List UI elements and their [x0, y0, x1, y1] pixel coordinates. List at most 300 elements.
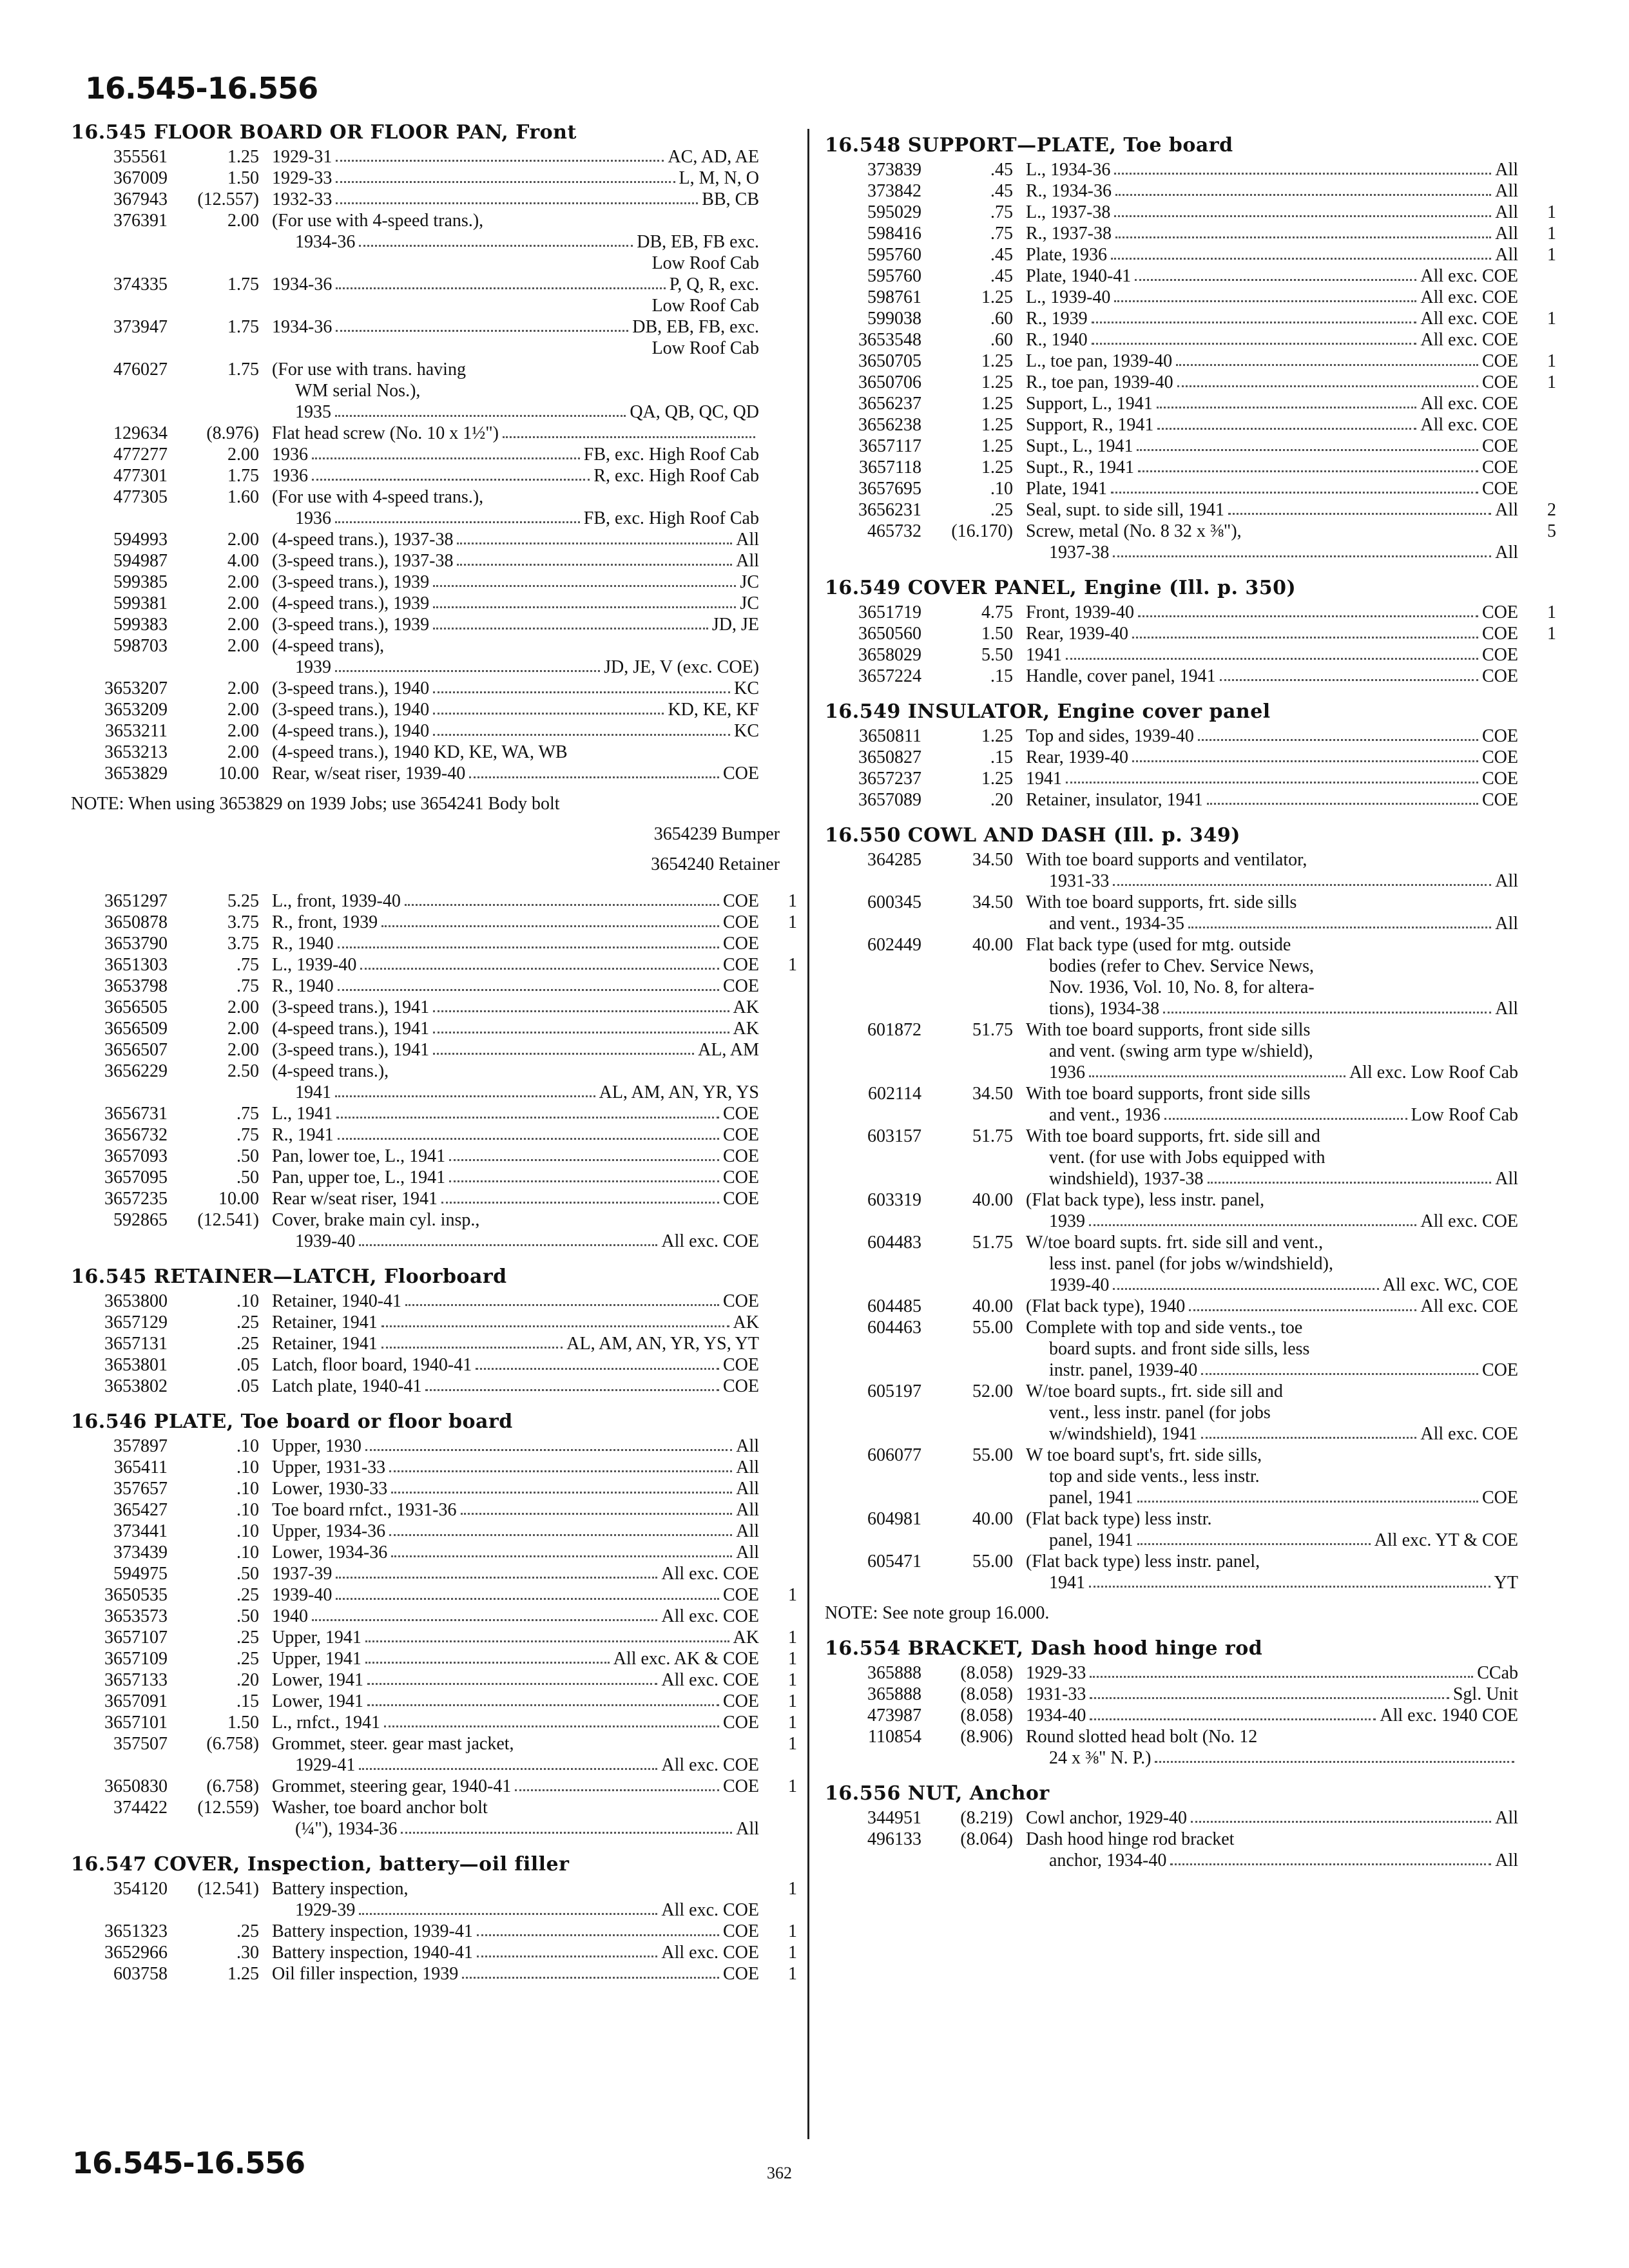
list-item [71, 1669, 805, 1691]
description-line [1026, 372, 1518, 393]
applicability: COE [723, 1189, 759, 1209]
description [1026, 308, 1518, 329]
leader-dots [1137, 1487, 1478, 1503]
quantity: 1 [1547, 372, 1556, 392]
description-text: Retainer, 1941 [272, 1334, 378, 1354]
description-text: (4-speed trans.), 1937-38 [272, 530, 454, 550]
list-item [71, 1209, 805, 1252]
description-text: Flat back type (used for mtg. outside [1026, 935, 1291, 955]
description-text: 1939-40 [295, 1231, 356, 1251]
part-number: 604485 [867, 1296, 921, 1316]
description-text: 1937-39 [272, 1564, 333, 1584]
leader-dots [338, 933, 719, 948]
description-line [1026, 244, 1518, 265]
part-number: 3657089 [858, 790, 921, 810]
list-item [825, 1189, 1565, 1232]
list-item [71, 1188, 805, 1209]
description-text: (For use with trans. having [272, 360, 466, 380]
description-text: Rear, 1939-40 [1026, 747, 1129, 767]
description-text: and vent., 1936 [1049, 1105, 1161, 1125]
leader-dots [433, 1039, 694, 1055]
section-title: 16.547 COVER, Inspection, battery—oil filler [71, 1853, 570, 1876]
description-line [272, 529, 759, 550]
part-number: 3650878 [104, 912, 168, 932]
price: 1.50 [227, 168, 259, 188]
section-title: 16.545 RETAINER—LATCH, Floorboard [71, 1265, 507, 1288]
list-item [825, 244, 1565, 265]
description-line [1026, 1360, 1518, 1381]
applicability: All exc. Low Roof Cab [1349, 1062, 1518, 1082]
description [272, 316, 759, 359]
leader-dots [359, 231, 633, 247]
list-item [71, 1521, 805, 1542]
price: .15 [990, 666, 1013, 686]
description-text: (3-speed trans.), 1940 [272, 678, 430, 698]
description-text: Washer, toe board anchor bolt [272, 1798, 488, 1818]
leader-dots [367, 1691, 719, 1706]
description-text: L., 1939-40 [272, 955, 357, 975]
part-number: 367943 [113, 189, 168, 209]
description-line [272, 1942, 759, 1963]
description-line [272, 912, 759, 933]
leader-dots [1115, 223, 1491, 238]
description-line [1026, 1211, 1518, 1232]
section-title: 16.554 BRACKET, Dash hood hinge rod [825, 1637, 1263, 1660]
description-line [1026, 1572, 1518, 1593]
description-text: Plate, 1941 [1026, 479, 1107, 499]
leader-dots [461, 1499, 733, 1515]
list-item [825, 1508, 1565, 1551]
description-text: Screw, metal (No. 8 32 x ⅜"), [1026, 521, 1242, 541]
description-text: Nov. 1936, Vol. 10, No. 8, for altera- [1049, 977, 1315, 997]
description-text: Latch, floor board, 1940-41 [272, 1355, 472, 1375]
description-text: Plate, 1940-41 [1026, 266, 1132, 286]
list-item [825, 372, 1565, 393]
description-line [1026, 1807, 1518, 1829]
price: .10 [236, 1521, 259, 1541]
description [272, 1797, 759, 1840]
price: 1.25 [227, 1964, 259, 1984]
description-text: 1934-40 [1026, 1706, 1086, 1725]
description-line [1026, 1274, 1518, 1296]
list-item [825, 265, 1565, 287]
description-line [272, 742, 759, 763]
description [272, 1963, 759, 1984]
description-line [1026, 1317, 1518, 1338]
description [272, 1942, 759, 1963]
description-line [272, 380, 759, 401]
part-number: 3657235 [104, 1189, 168, 1209]
list-item [71, 912, 805, 933]
applicability: AK [733, 1628, 759, 1648]
part-number: 3653548 [858, 330, 921, 350]
section-s6 [825, 575, 1565, 687]
quantity: 1 [788, 912, 797, 932]
applicability: All exc. COE [1420, 415, 1518, 435]
list-item [71, 1691, 805, 1712]
price: 55.00 [972, 1445, 1013, 1465]
applicability: JD, JE, V (exc. COE) [604, 657, 759, 677]
applicability: COE [723, 1776, 759, 1796]
part-number: 367009 [113, 168, 168, 188]
applicability: All exc. COE [661, 1943, 759, 1963]
description-text: vent. (for use with Jobs equipped with [1049, 1148, 1325, 1168]
applicability: COE [1482, 624, 1518, 644]
description-text: (Flat back type), less instr. panel, [1026, 1190, 1265, 1210]
part-number: 3657118 [859, 457, 921, 477]
part-number: 595760 [867, 245, 921, 265]
price: 2.00 [227, 445, 259, 465]
applicability: KD, KE, KF [668, 700, 759, 720]
description-text: W/toe board supts., frt. side sill and [1026, 1381, 1283, 1401]
description-text: panel, 1941 [1049, 1530, 1133, 1550]
description-text: With toe board supports, frt. side sill and [1026, 1126, 1320, 1146]
price: .75 [236, 976, 259, 996]
applicability: All exc. COE [661, 1564, 759, 1584]
description-line [1026, 1019, 1518, 1041]
list-item [71, 1061, 805, 1103]
description-text: 1929-31 [272, 147, 333, 167]
description-line [272, 657, 759, 678]
description-line [272, 1584, 759, 1606]
quantity: 1 [788, 1628, 797, 1648]
price: 1.60 [227, 487, 259, 507]
description-text: (3-speed trans.), 1939 [272, 615, 430, 635]
description-line [1026, 1829, 1518, 1850]
part-number: 3653802 [104, 1376, 168, 1396]
description-text: L., toe pan, 1939-40 [1026, 351, 1173, 371]
description-text: 1931-33 [1026, 1684, 1086, 1704]
applicability: All [1495, 1850, 1518, 1870]
list-item [71, 1018, 805, 1039]
leader-dots [1111, 244, 1491, 260]
applicability: COE [1482, 1488, 1518, 1508]
applicability: COE [1482, 1360, 1518, 1380]
applicability: COE [1482, 479, 1518, 499]
leader-dots [433, 678, 730, 693]
description [272, 1542, 759, 1563]
note-line: 3654240 Retainer [651, 854, 780, 874]
price: .25 [236, 1628, 259, 1648]
applicability: COE [723, 1104, 759, 1124]
applicability: COE [1482, 436, 1518, 456]
description-line [1026, 329, 1518, 351]
leader-dots [433, 614, 708, 629]
leader-dots [1114, 287, 1416, 302]
description [272, 1436, 759, 1457]
section-s2 [71, 1264, 805, 1397]
leader-dots [1164, 1104, 1407, 1120]
description-text: Top and sides, 1939-40 [1026, 726, 1194, 746]
description-text: Flat head screw (No. 10 x 1½") [272, 423, 499, 443]
description [272, 146, 759, 168]
applicability: COE [723, 1585, 759, 1605]
part-number: 3657101 [104, 1713, 168, 1733]
price: 2.00 [227, 615, 259, 635]
description [272, 1061, 759, 1103]
description-text: 1936 [1049, 1062, 1085, 1082]
part-number: 3657093 [104, 1146, 168, 1166]
description-text: windshield), 1937-38 [1049, 1169, 1204, 1189]
applicability: QA, QB, QC, QD [630, 402, 759, 422]
description-text: (4-speed trans), [272, 636, 385, 656]
description-line [272, 146, 759, 168]
price: 2.00 [227, 742, 259, 762]
list-item [71, 572, 805, 593]
list-item [71, 550, 805, 572]
list-item [825, 747, 1565, 768]
applicability: COE [723, 764, 759, 783]
page-number: 362 [767, 2164, 792, 2182]
applicability: All exc. COE [661, 1755, 759, 1775]
description-line [272, 1124, 759, 1146]
description [1026, 623, 1518, 644]
description [1026, 499, 1518, 521]
description [1026, 329, 1518, 351]
description-text: top and side vents., less instr. [1049, 1466, 1260, 1486]
applicability: All [736, 1500, 759, 1520]
description [1026, 223, 1518, 244]
description-line [1026, 1338, 1518, 1360]
part-number: 3656231 [858, 500, 921, 520]
description-text: 1931-33 [1049, 871, 1110, 891]
price: 4.00 [227, 551, 259, 571]
description-line [272, 1457, 759, 1478]
description [272, 423, 759, 444]
description-line [272, 168, 759, 189]
description-line [1026, 934, 1518, 956]
price: .25 [236, 1312, 259, 1332]
leader-dots [449, 1167, 719, 1182]
description [1026, 1726, 1518, 1769]
description-text: Plate, 1936 [1026, 245, 1107, 265]
description [272, 1669, 759, 1691]
quantity: 1 [788, 1585, 797, 1605]
description-text: Lower, 1941 [272, 1670, 363, 1690]
description-line [272, 1963, 759, 1984]
description-line [1026, 602, 1518, 623]
part-number: 374422 [113, 1798, 168, 1818]
list-item [71, 274, 805, 316]
description-line [1026, 644, 1518, 666]
description [272, 1124, 759, 1146]
section-s1 [71, 119, 805, 1252]
list-item [825, 159, 1565, 180]
description-line [272, 253, 759, 274]
part-number: 373947 [113, 317, 168, 337]
leader-dots [1066, 768, 1478, 783]
part-number: 3650560 [858, 624, 921, 644]
description-text: 1929-33 [1026, 1663, 1086, 1683]
description-line [272, 933, 759, 954]
list-item [825, 1684, 1565, 1705]
description [272, 465, 759, 486]
part-number: 599383 [113, 615, 168, 635]
description-line [1026, 202, 1518, 223]
leader-dots [1111, 478, 1478, 494]
leader-dots [359, 1754, 657, 1770]
description [272, 1563, 759, 1584]
part-number: 604483 [867, 1233, 921, 1253]
description [272, 189, 759, 210]
section-title: 16.549 INSULATOR, Engine cover panel [825, 700, 1271, 723]
description-line [1026, 913, 1518, 934]
description-text: (4-speed trans.), [272, 1061, 389, 1081]
description-line [272, 1627, 759, 1648]
leader-dots [1114, 159, 1491, 175]
description [1026, 1232, 1518, 1296]
part-number: 599381 [113, 593, 168, 613]
description-line [272, 635, 759, 657]
applicability: COE [723, 1125, 759, 1145]
part-number: 477305 [113, 487, 168, 507]
description [1026, 372, 1518, 393]
description-text: R., 1939 [1026, 309, 1088, 329]
description [1026, 1684, 1518, 1705]
leader-dots [336, 316, 628, 332]
description-line [272, 1754, 759, 1776]
price: 10.00 [218, 764, 259, 783]
price: .10 [236, 1479, 259, 1499]
price: .30 [236, 1943, 259, 1963]
right-column [825, 132, 1565, 1883]
list-item [71, 210, 805, 274]
applicability: DB, EB, FB exc. [637, 232, 759, 252]
part-number: 344951 [867, 1808, 921, 1828]
list-item [71, 1291, 805, 1312]
leader-dots [365, 1627, 729, 1642]
price: 1.50 [227, 1713, 259, 1733]
leader-dots [1066, 644, 1478, 660]
applicability: COE [723, 1921, 759, 1941]
description [272, 678, 759, 699]
description [272, 1333, 759, 1354]
quantity: 1 [788, 1713, 797, 1733]
list-item [825, 457, 1565, 478]
description [272, 1188, 759, 1209]
description [1026, 1126, 1518, 1189]
description-line [272, 1648, 759, 1669]
list-item [71, 1542, 805, 1563]
quantity: 1 [788, 1879, 797, 1899]
part-number: 357897 [113, 1436, 168, 1456]
part-number: 3657107 [104, 1628, 168, 1648]
description [272, 1018, 759, 1039]
description-text: Dash hood hinge rod bracket [1026, 1829, 1235, 1849]
description [1026, 180, 1518, 202]
description-line [272, 1733, 759, 1754]
leader-dots [336, 189, 698, 204]
description [272, 1291, 759, 1312]
description [1026, 1381, 1518, 1445]
part-number: 357507 [113, 1734, 168, 1754]
list-item [71, 189, 805, 210]
description-text: Battery inspection, [272, 1879, 409, 1899]
leader-dots [338, 1124, 719, 1140]
description-line [1026, 1062, 1518, 1083]
applicability: COE [723, 934, 759, 954]
list-item [71, 1312, 805, 1333]
price: 1.25 [227, 147, 259, 167]
applicability: BB, CB [702, 189, 759, 209]
applicability: All exc. COE [661, 1670, 759, 1690]
part-number: 3653800 [104, 1291, 168, 1311]
list-item [825, 521, 1565, 563]
leader-dots [425, 1376, 719, 1391]
list-item [71, 954, 805, 975]
part-number: 3650705 [858, 351, 921, 371]
leader-dots [477, 1942, 658, 1957]
description-line [272, 1167, 759, 1188]
description [272, 1039, 759, 1061]
list-item [71, 1376, 805, 1397]
leader-dots [1138, 602, 1478, 617]
part-number: 3656732 [104, 1125, 168, 1145]
price: .45 [990, 160, 1013, 180]
description [272, 912, 759, 933]
leader-dots [1113, 870, 1491, 886]
section-s4 [71, 1851, 805, 1984]
leader-dots [1188, 913, 1491, 928]
description-text: R., 1940 [272, 976, 334, 996]
section-title: 16.546 PLATE, Toe board or floor board [71, 1410, 513, 1433]
description-text: 1929-39 [295, 1900, 356, 1920]
applicability: All [736, 1479, 759, 1499]
price: .15 [990, 747, 1013, 767]
leader-dots [462, 1963, 719, 1979]
applicability: All [736, 1542, 759, 1562]
description-text: Upper, 1930 [272, 1436, 361, 1456]
leader-dots [1137, 436, 1478, 451]
description-line [272, 1499, 759, 1521]
price: 51.75 [972, 1126, 1013, 1146]
part-number: 465732 [867, 521, 921, 541]
leader-dots [359, 1899, 657, 1915]
leader-dots [476, 1354, 719, 1370]
description-text: Seal, supt. to side sill, 1941 [1026, 500, 1224, 520]
part-number: 3653209 [104, 700, 168, 720]
quantity: 1 [788, 955, 797, 975]
description-text: w/windshield), 1941 [1049, 1424, 1198, 1444]
leader-dots [1157, 393, 1417, 408]
description [1026, 1445, 1518, 1508]
part-number: 598416 [867, 224, 921, 244]
part-number: 3651303 [104, 955, 168, 975]
description-text: 1939 [1049, 1211, 1085, 1231]
description-line [1026, 265, 1518, 287]
part-number: 3650827 [858, 747, 921, 767]
price: (8.219) [960, 1808, 1013, 1828]
part-number: 365427 [113, 1500, 168, 1520]
leader-dots [477, 1921, 719, 1936]
description-line [272, 465, 759, 486]
description [272, 168, 759, 189]
description-line [1026, 768, 1518, 789]
leader-dots [381, 912, 719, 927]
price: 1.25 [981, 726, 1013, 746]
list-item [71, 359, 805, 423]
price: .50 [236, 1168, 259, 1187]
leader-dots [335, 1082, 595, 1097]
part-number: 604981 [867, 1509, 921, 1529]
page-footer: 16.545-16.556 [72, 2146, 305, 2180]
applicability: All [736, 1819, 759, 1839]
description-line [1026, 1232, 1518, 1253]
leader-dots [1155, 1747, 1514, 1763]
description-text: 1936 [295, 508, 331, 528]
description-text: instr. panel, 1939-40 [1049, 1360, 1198, 1380]
applicability: COE [1482, 351, 1518, 371]
